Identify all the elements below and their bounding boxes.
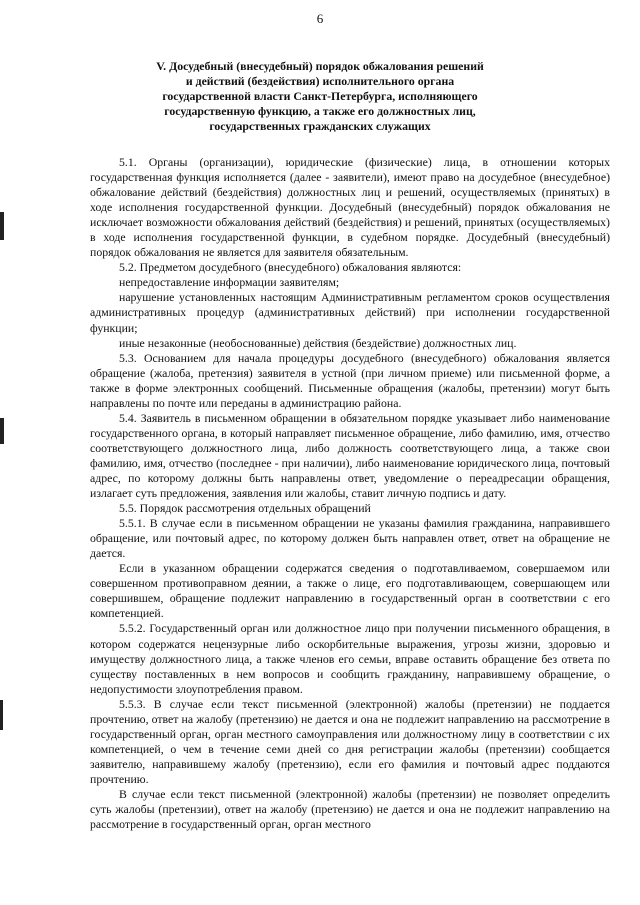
paragraph: Если в указанном обращении содержатся сведения о подготавливаемом, совершаемом или совершенном противоправном деянии, а также о лице, его подготавливающем, совершающем или совершившем, обращение подлежит направлению в государственный орган в соответствии с его компетенцией. [90,561,610,621]
paragraph: 5.4. Заявитель в письменном обращении в обязательном порядке указывает либо наименование государственного органа, в который направляет письменное обращение, либо фамилию, имя, отчество соответствующего должностного лица, либо должность соответствующего лица, а также свои фамилию, имя, отчество (последнее - при наличии), либо наименование юридического лица, почтовый адрес, по которому должны быть направлены ответ, уведомление о переадресации обращения, излагает суть предложения, заявления или жалобы, ставит личную подпись и дату. [90,410,610,501]
heading-line: государственную функцию, а также его должностных лиц, [164,104,476,118]
paragraph: непредоставление информации заявителям; [119,275,340,290]
paragraph: 5.1. Органы (организации), юридические (физические) лица, в отношении которых государственная функция исполняется (далее - заявители), имеют право на досудебное (внесудебное) обжалование действий (бездействия) должностных лиц и решений, осуществляемых (принятых) в ходе исполнения государственной функции. Досудебный (внесудебный) порядок обжалования не исключает возможности обжалования действий (бездействия) и решений, принятых (осуществляемых) в ходе исполнения государственной функции, в судебном порядке. Досудебный (внесудебный) порядок обжалования не является для заявителя обязательным. [90,155,610,260]
scan-edge-mark-bottom [0,700,3,730]
page-number: 6 [316,11,324,26]
paragraph: 5.5. Порядок рассмотрения отдельных обращений [119,501,371,516]
document-body [90,155,610,832]
paragraph: В случае если текст письменной (электронной) жалобы (претензии) не позволяет определить суть жалобы (претензии), ответ на жалобу (претензию) не дается и она не подлежит направлению на рассмотрение в государственный орган, орган местного [90,786,610,832]
heading-line: V. Досудебный (внесудебный) порядок обжалования решений [156,59,484,73]
paragraph: нарушение установленных настоящим Административным регламентом сроков осуществления административных процедур (административных действий) при исполнении государственной функции; [90,290,610,335]
heading-line: государственной власти Санкт-Петербурга, исполняющего [162,89,478,103]
paragraph: 5.5.3. В случае если текст письменной (электронной) жалобы (претензии) не поддается прочтению, ответ на жалобу (претензию) не дается и она не подлежит направлению на рассмотрение в государственный орган, орган местного самоуправления или должностному лицу в соответствии с их компетенцией, о чем в течение семи дней со дня регистрации жалобы (претензии) сообщается заявителю, направившему жалобу (претензию), если его фамилия и почтовый адрес поддаются прочтению. [90,696,610,786]
section-heading [120,59,520,134]
paragraph: иные незаконные (необоснованные) действия (бездействие) должностных лиц. [119,335,517,350]
scan-edge-mark-top [0,212,4,240]
paragraph: 5.2. Предметом досудебного (внесудебного) обжалования являются: [119,260,462,275]
paragraph: 5.5.2. Государственный орган или должностное лицо при получении письменного обращения, в котором содержатся нецензурные либо оскорбительные выражения, угрозы жизни, здоровью и имуществу должностного лица, а также членов его семьи, вправе оставить обращение без ответа по существу поставленных в нем вопросов и сообщить гражданину, направившему обращение, о недопустимости злоупотребления правом. [90,621,610,696]
scan-edge-mark-middle [0,418,4,444]
heading-line: и действий (бездействия) исполнительного органа [185,74,455,88]
heading-line: государственных гражданских служащих [209,119,431,133]
paragraph: 5.3. Основанием для начала процедуры досудебного (внесудебного) обжалования является обращение (жалоба, претензия) заявителя в устной (при личном приеме) или письменной форме, а также в форме электронных сообщений. Письменные обращения (жалобы, претензии) могут быть направлены по почте или переданы в администрацию района. [90,350,610,410]
paragraph: 5.5.1. В случае если в письменном обращении не указаны фамилия гражданина, направившего обращение, или почтовый адрес, по которому должен быть направлен ответ, ответ на обращение не дается. [90,516,610,561]
